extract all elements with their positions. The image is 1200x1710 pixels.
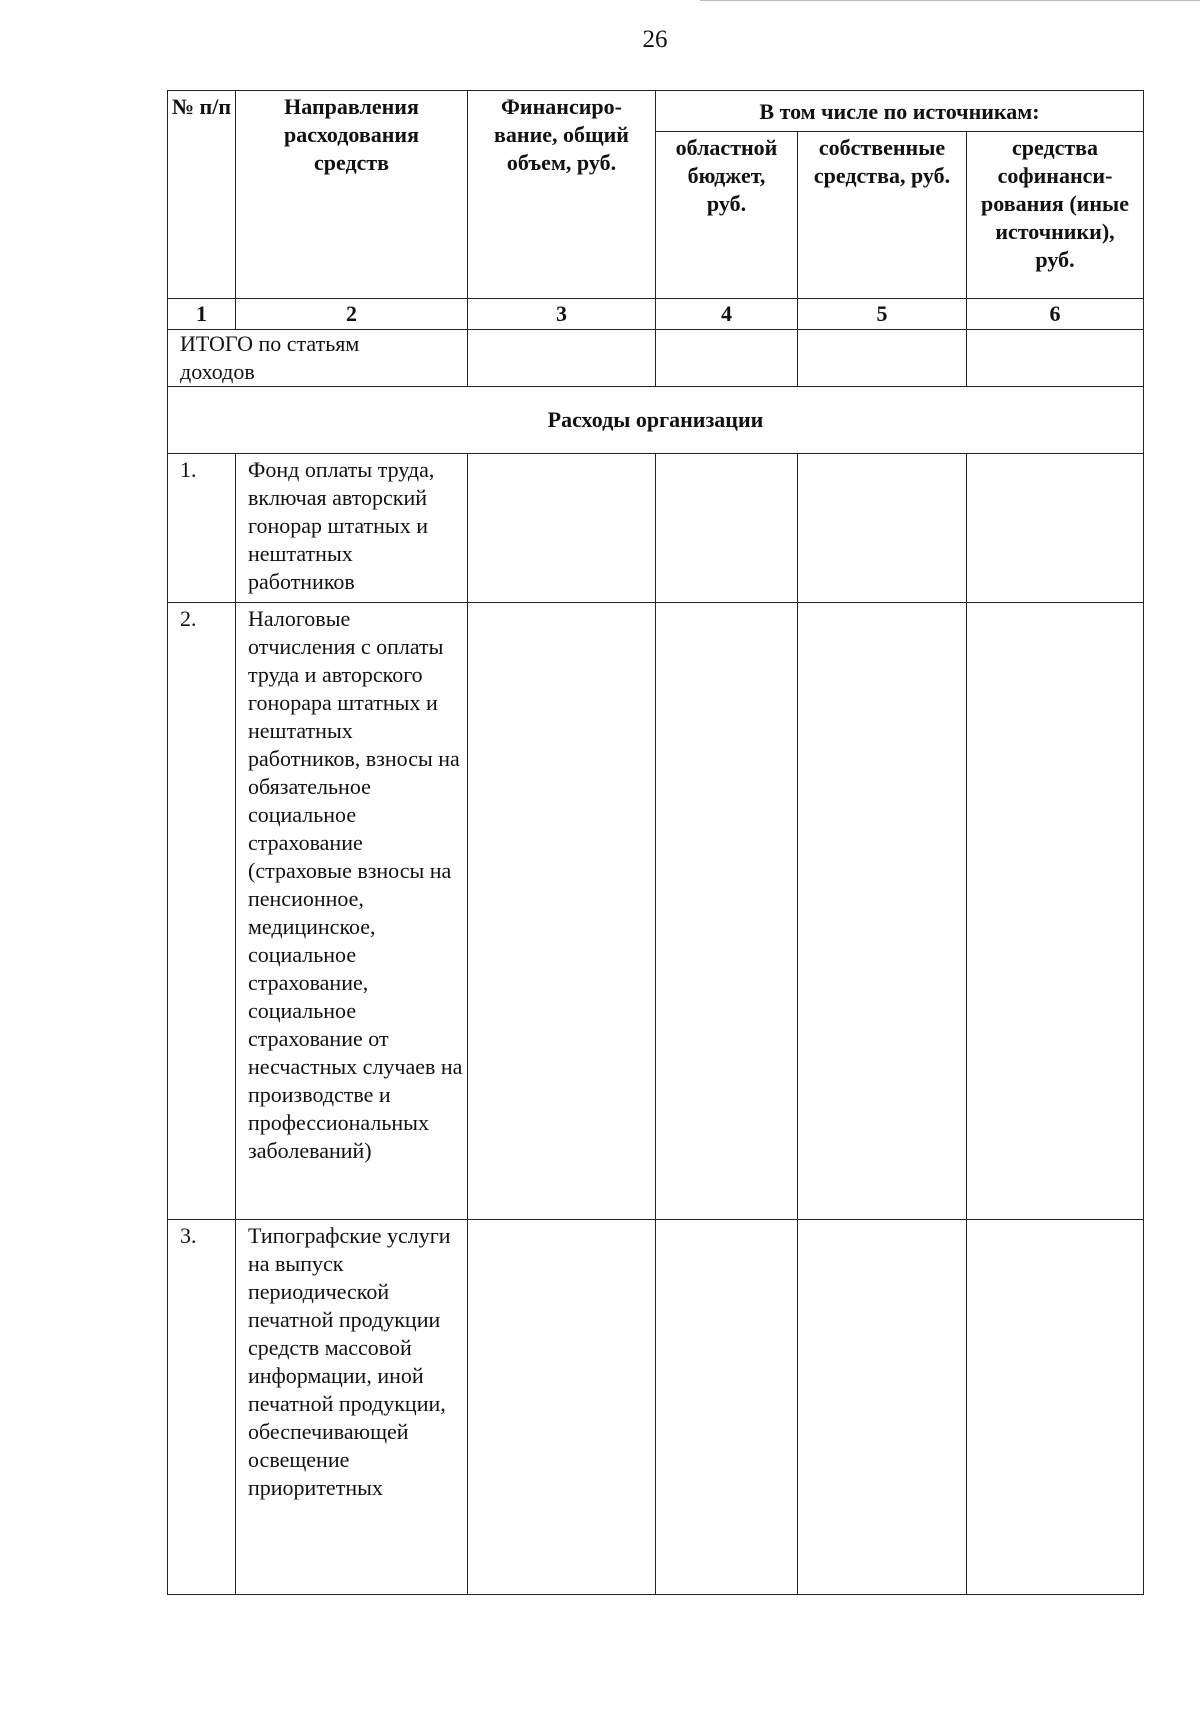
row-number: 2. — [168, 603, 236, 1220]
row-description: Фонд оплаты труда, включая авторский гонорар штатных и нештатных работников — [236, 454, 468, 603]
table-row — [168, 454, 1144, 603]
top-edge-rule — [700, 0, 1200, 1]
column-number-4: 4 — [656, 299, 798, 330]
column-number-row — [168, 299, 1144, 330]
row-own-cell — [798, 1220, 967, 1595]
header-financing: Финансиро-вание, общий объем, руб. — [468, 91, 656, 299]
total-row — [168, 330, 1144, 387]
total-own-cell — [798, 330, 967, 387]
header-num: № п/п — [168, 91, 236, 299]
header-row-1 — [168, 91, 1144, 132]
column-number-5: 5 — [798, 299, 967, 330]
row-regional-cell — [656, 603, 798, 1220]
total-row-label: ИТОГО по статьям доходов — [168, 330, 468, 387]
header-cofinancing: средства софинанси-рования (иные источники), руб. — [967, 132, 1144, 299]
total-regional-cell — [656, 330, 798, 387]
row-own-cell — [798, 454, 967, 603]
table-row — [168, 1220, 1144, 1595]
row-financing-cell — [468, 1220, 656, 1595]
row-own-cell — [798, 603, 967, 1220]
row-cofinancing-cell — [967, 603, 1144, 1220]
row-cofinancing-cell — [967, 1220, 1144, 1595]
section-row — [168, 387, 1144, 454]
column-number-1: 1 — [168, 299, 236, 330]
row-description: Типографские услуги на выпуск периодической печатной продукции средств массовой информации, иной печатной продукции, обеспечивающей освещение приоритетных — [236, 1220, 468, 1595]
header-sources-group: В том числе по источникам: — [656, 91, 1144, 132]
row-regional-cell — [656, 1220, 798, 1595]
total-cofinancing-cell — [967, 330, 1144, 387]
row-financing-cell — [468, 454, 656, 603]
header-direction: Направления расходования средств — [236, 91, 468, 299]
row-number: 3. — [168, 1220, 236, 1595]
header-own: собственные средства, руб. — [798, 132, 967, 299]
column-number-6: 6 — [967, 299, 1144, 330]
column-number-2: 2 — [236, 299, 468, 330]
row-number: 1. — [168, 454, 236, 603]
row-cofinancing-cell — [967, 454, 1144, 603]
section-title: Расходы организации — [168, 387, 1144, 454]
budget-table — [167, 90, 1144, 1595]
page-number: 26 — [642, 26, 668, 53]
header-regional: областной бюджет, руб. — [656, 132, 798, 299]
total-financing-cell — [468, 330, 656, 387]
table-row — [168, 603, 1144, 1220]
column-number-3: 3 — [468, 299, 656, 330]
row-regional-cell — [656, 454, 798, 603]
row-description: Налоговые отчисления с оплаты труда и авторского гонорара штатных и нештатных работников, взносы на обязательное социальное страхование (страховые взносы на пенсионное, медицинское, социальное страхование, социальное страхование от несчастных случаев на производстве и профессиональных заболеваний) — [236, 603, 468, 1220]
row-financing-cell — [468, 603, 656, 1220]
